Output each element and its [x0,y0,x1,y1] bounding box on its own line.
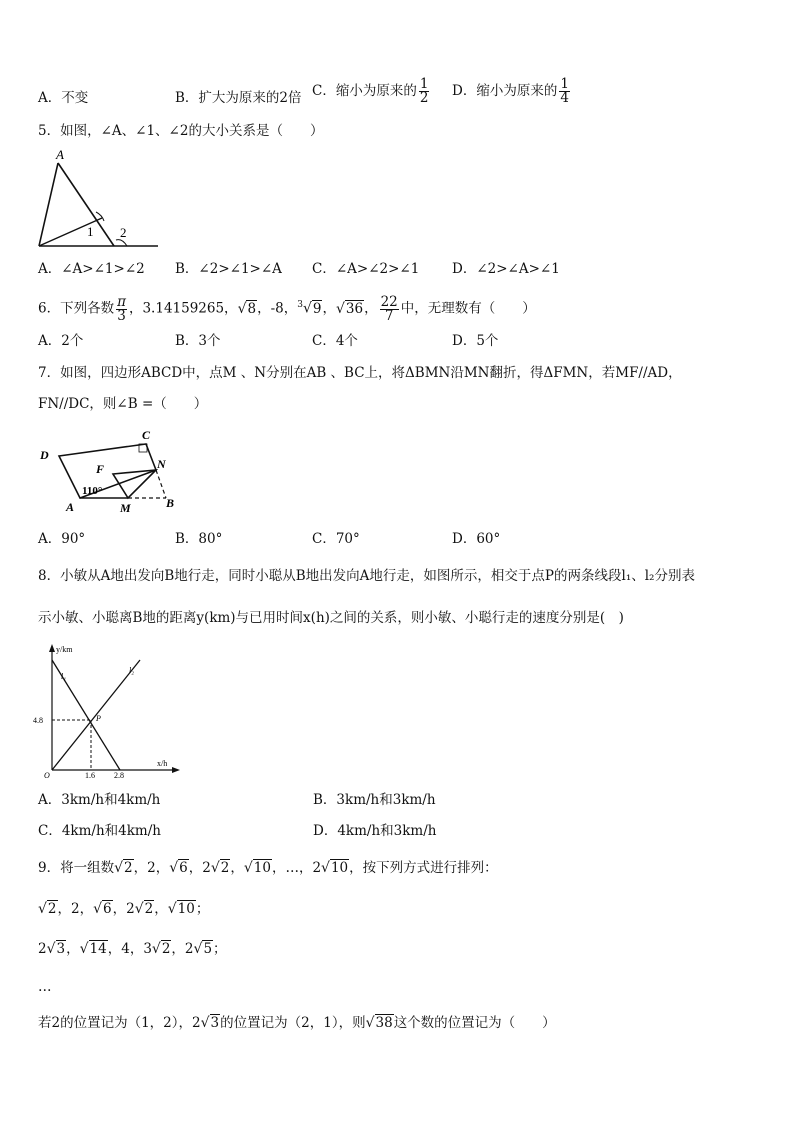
q5-stem: 5．如图，∠A、∠1、∠2的大小关系是（ ） [38,123,324,139]
q7-option-b[interactable]: B．80° [175,531,223,547]
q8-line1: 8．小敏从A地出发向B地行走，同时小聪从B地出发向A地行走，如图所示，相交于点P的两条线段l₁、l₂分别表 [38,568,695,584]
q5-label-1: 1 [87,224,94,239]
q9-last-pre: 若2的位置记为（1，2）， [38,1015,193,1031]
q4-option-d[interactable] [452,78,572,105]
q8-label-p: P [96,714,101,723]
q4-option-b[interactable]: B．扩大为原来的2倍 [175,90,302,106]
q6-seq2: ，-8， [257,300,298,317]
q9-ellipsis: … [38,979,52,995]
q5-angle2-arc [116,240,127,246]
q4-option-c-text: C．缩小为原来的 [312,83,417,99]
q7-line1: 7．如图，四边形ABCD中，点M 、N分别在AB 、BC上，将ΔBMN沿MN翻折，得ΔFMN，若MF//AD， [38,365,682,381]
q8-label-l1: l₁ [61,672,67,681]
q7-label-c: C [142,428,151,442]
q6-tail: 中，无理数有（ ） [400,300,536,317]
q9-stem-dots: … [285,860,299,876]
q6-cbrt9: $^3$√9 [297,300,322,317]
q6-option-d[interactable]: D．5个 [452,333,499,349]
q8-option-c[interactable]: C．4km/h和4km/h [38,823,161,839]
q9-stem-d: 2 [220,860,230,876]
q8-label-l2: l₂ [129,666,135,675]
q7-quadrilateral-figure [36,426,186,516]
q8-xlabel: x/h [157,759,168,768]
q6-option-c[interactable]: C．4个 [312,333,358,349]
q4-d-denominator: 4 [560,90,569,106]
q4-option-d-fraction [559,78,570,105]
q7-line2: FN//DC，则∠B =（ ） [38,396,208,412]
q7-label-b: B [166,496,175,510]
q4-option-c-fraction [419,78,430,105]
q8-distance-time-graph [30,642,180,778]
q8-line2: 示小敏、小聪离B地的距离y(km)与已用时间x(h)之间的关系，则小敏、小聪行走的速度分别是( ) [38,610,624,626]
q8-option-a[interactable]: A．3km/h和4km/h [38,792,161,808]
q9-stem-pre: 9．将一组数 [38,860,115,876]
q7-label-n: N [157,457,166,471]
q6-stem [38,290,536,324]
q4-d-numerator: 1 [560,76,569,92]
q8-xtick1: 1.6 [85,771,95,778]
q7-option-c[interactable]: C．70° [312,531,360,547]
q6-seq1: ，3.14159265， [128,300,238,317]
q5-triangle-figure [30,146,162,252]
q7-label-f: F [96,462,105,476]
q5-option-b[interactable]: B．∠2>∠1>∠A [175,261,282,277]
q8-xtick2: 2.8 [114,771,124,778]
q7-option-a[interactable]: A．90° [38,531,86,547]
q4-c-denominator: 2 [419,90,429,106]
q8-origin: O [44,771,50,778]
q5-side-a-left [39,163,58,246]
q4-option-c[interactable] [312,78,431,105]
q8-y-axis-arrow [49,644,55,652]
q6-fraction-22-7: $\frac{22}{7}$ [380,293,398,324]
q4-option-d-text: D．缩小为原来的 [452,83,558,99]
q7-label-angle: 110° [82,485,103,497]
q9-last-tail: 这个数的位置记为（ ） [393,1015,556,1031]
q6-option-b[interactable]: B．3个 [175,333,221,349]
q9-stem-c: 6 [179,860,188,876]
q7-dashed-nb [156,470,166,498]
q8-ylabel: y/km [56,645,73,654]
q6-pre: 6．下列各数 [38,300,115,317]
q6-pi-den: 3 [117,307,126,324]
q7-label-a: A [66,500,75,514]
q9-stem: 9．将一组数√2，2，√6，2√2，√10，…，2√10，按下列方式进行排列： [38,860,498,876]
q5-option-d[interactable]: D．∠2>∠A>∠1 [452,261,560,277]
q6-pi-num: π [117,293,126,310]
q8-option-d[interactable]: D．4km/h和3km/h [313,823,437,839]
q8-ytick: 4.8 [33,716,43,725]
q6-pi-fraction [116,293,127,324]
q4-option-a[interactable]: A．不变 [38,90,89,106]
q9-last-line: 若2的位置记为（1，2），2√3的位置记为（2，1），则√38这个数的位置记为（ ） [38,1015,556,1031]
q9-stem-f: 10 [330,860,349,876]
q6-sqrt8: √8 [237,300,257,317]
q5-label-2: 2 [120,225,127,240]
q9-stem-b: 2 [147,860,156,876]
q8-option-b[interactable]: B．3km/h和3km/h [313,792,436,808]
q9-row2: 2√3，√14，4，3√2，2√5； [38,941,227,957]
q6-sqrt36: √36 [335,300,364,317]
q5-option-a[interactable]: A．∠A>∠1>∠2 [38,261,145,277]
q9-last-mid: 的位置记为（2，1），则 [220,1015,366,1031]
q6-option-a[interactable]: A．2个 [38,333,84,349]
q5-option-c[interactable]: C．∠A>∠2>∠1 [312,261,420,277]
q7-option-d[interactable]: D．60° [452,531,501,547]
q6-sep2: ， [364,300,378,317]
q9-stem-a: 2 [124,860,133,876]
q8-x-axis-arrow [172,767,180,773]
q9-row1: √2，2，√6，2√2，√10； [38,901,210,917]
q4-c-numerator: 1 [419,76,429,92]
q7-folded-triangle [113,470,156,498]
q6-sep: ， [322,300,336,317]
q9-stem-e: 10 [253,860,271,876]
q7-label-m: M [120,501,131,515]
q7-label-d: D [40,448,49,462]
q5-label-a: A [56,147,64,162]
q9-stem-tail: ，按下列方式进行排列： [349,860,498,876]
